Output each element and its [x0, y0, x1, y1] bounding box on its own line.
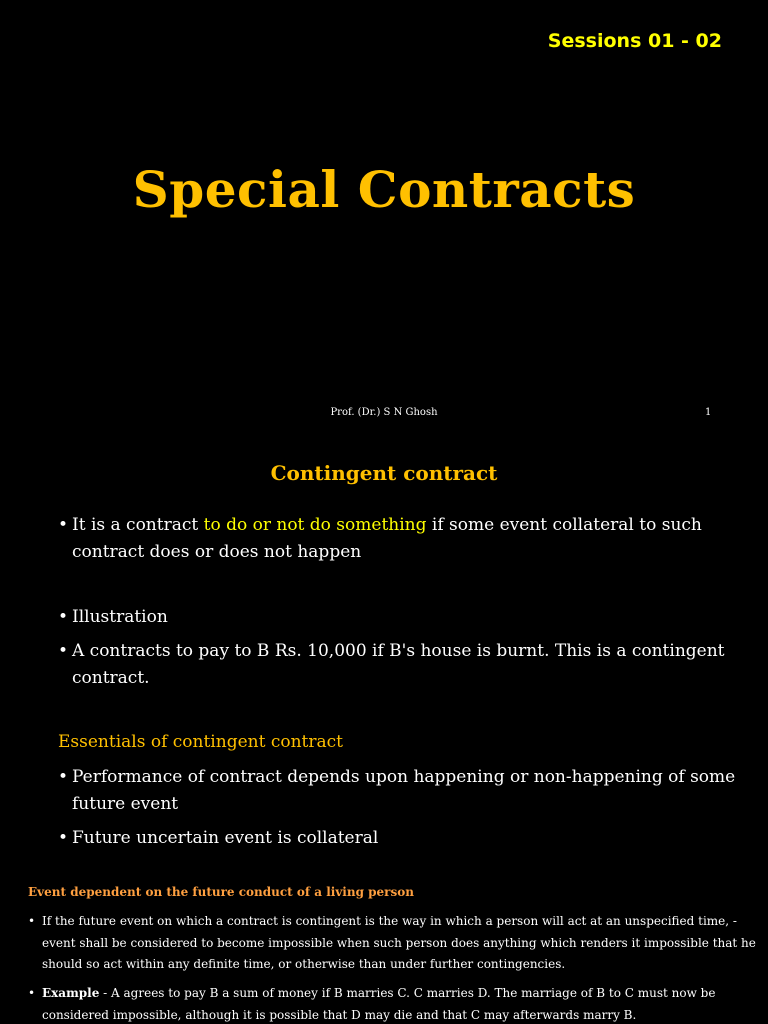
example-label: Example: [42, 986, 100, 1000]
bullet-icon: •: [58, 767, 69, 787]
definition-text-post: if some event collateral to such contract does or does not happen: [72, 515, 702, 562]
bullet-icon: •: [58, 828, 69, 848]
example-text: - A agrees to pay B a sum of money if B marries C. C marries D. The marriage of B to C must now be considered impossible, although it is possible that D may die and that C may afterwards marry B.: [42, 986, 716, 1022]
slide-title: Contingent contract: [270, 461, 498, 485]
bullet-essential-2: [58, 825, 752, 852]
example-text: A contracts to pay to B Rs. 10,000 if B's house is burnt. This is a contingent contract.: [72, 641, 725, 688]
contingent-contract-slide: [0, 432, 768, 864]
sessions-label: Sessions 01 - 02: [547, 30, 722, 52]
bullet-illustration: [58, 604, 752, 631]
bullet-icon: •: [28, 914, 36, 928]
living-person-slide: [0, 864, 768, 1024]
bullet-definition: [58, 512, 752, 566]
title-slide: [0, 0, 768, 432]
bullet-icon: •: [58, 641, 69, 661]
bullet-icon: •: [58, 607, 69, 627]
essential-2-text: Future uncertain event is collateral: [72, 828, 379, 848]
illustration-text: Illustration: [72, 607, 168, 627]
essential-1-text: Performance of contract depends upon happening or non-happening of some future event: [72, 767, 736, 814]
bullet-essential-1: [58, 764, 752, 818]
presentation-title: Special Contracts: [132, 160, 636, 219]
footer-author: Prof. (Dr.) S N Ghosh: [330, 407, 438, 418]
bullet-icon: •: [58, 515, 69, 535]
rule-text: If the future event on which a contract is contingent is the way in which a person will act at an unspecified time, - event shall be considered to become impossible when such person does anything which renders it impossible that he should so act within any definite time, or otherwise than under further contingencies.: [42, 914, 756, 971]
page-number: 1: [705, 407, 712, 418]
bullet-example: [58, 638, 752, 692]
bullet-icon: •: [28, 986, 36, 1000]
bullet-example: [28, 983, 762, 1024]
slide-heading: Event dependent on the future conduct of a living person: [28, 885, 414, 899]
bullet-rule: [28, 911, 762, 976]
definition-text-pre: It is a contract: [72, 515, 204, 535]
essentials-subheading: Essentials of contingent contract: [58, 732, 343, 752]
definition-highlight: to do or not do something: [203, 515, 427, 535]
